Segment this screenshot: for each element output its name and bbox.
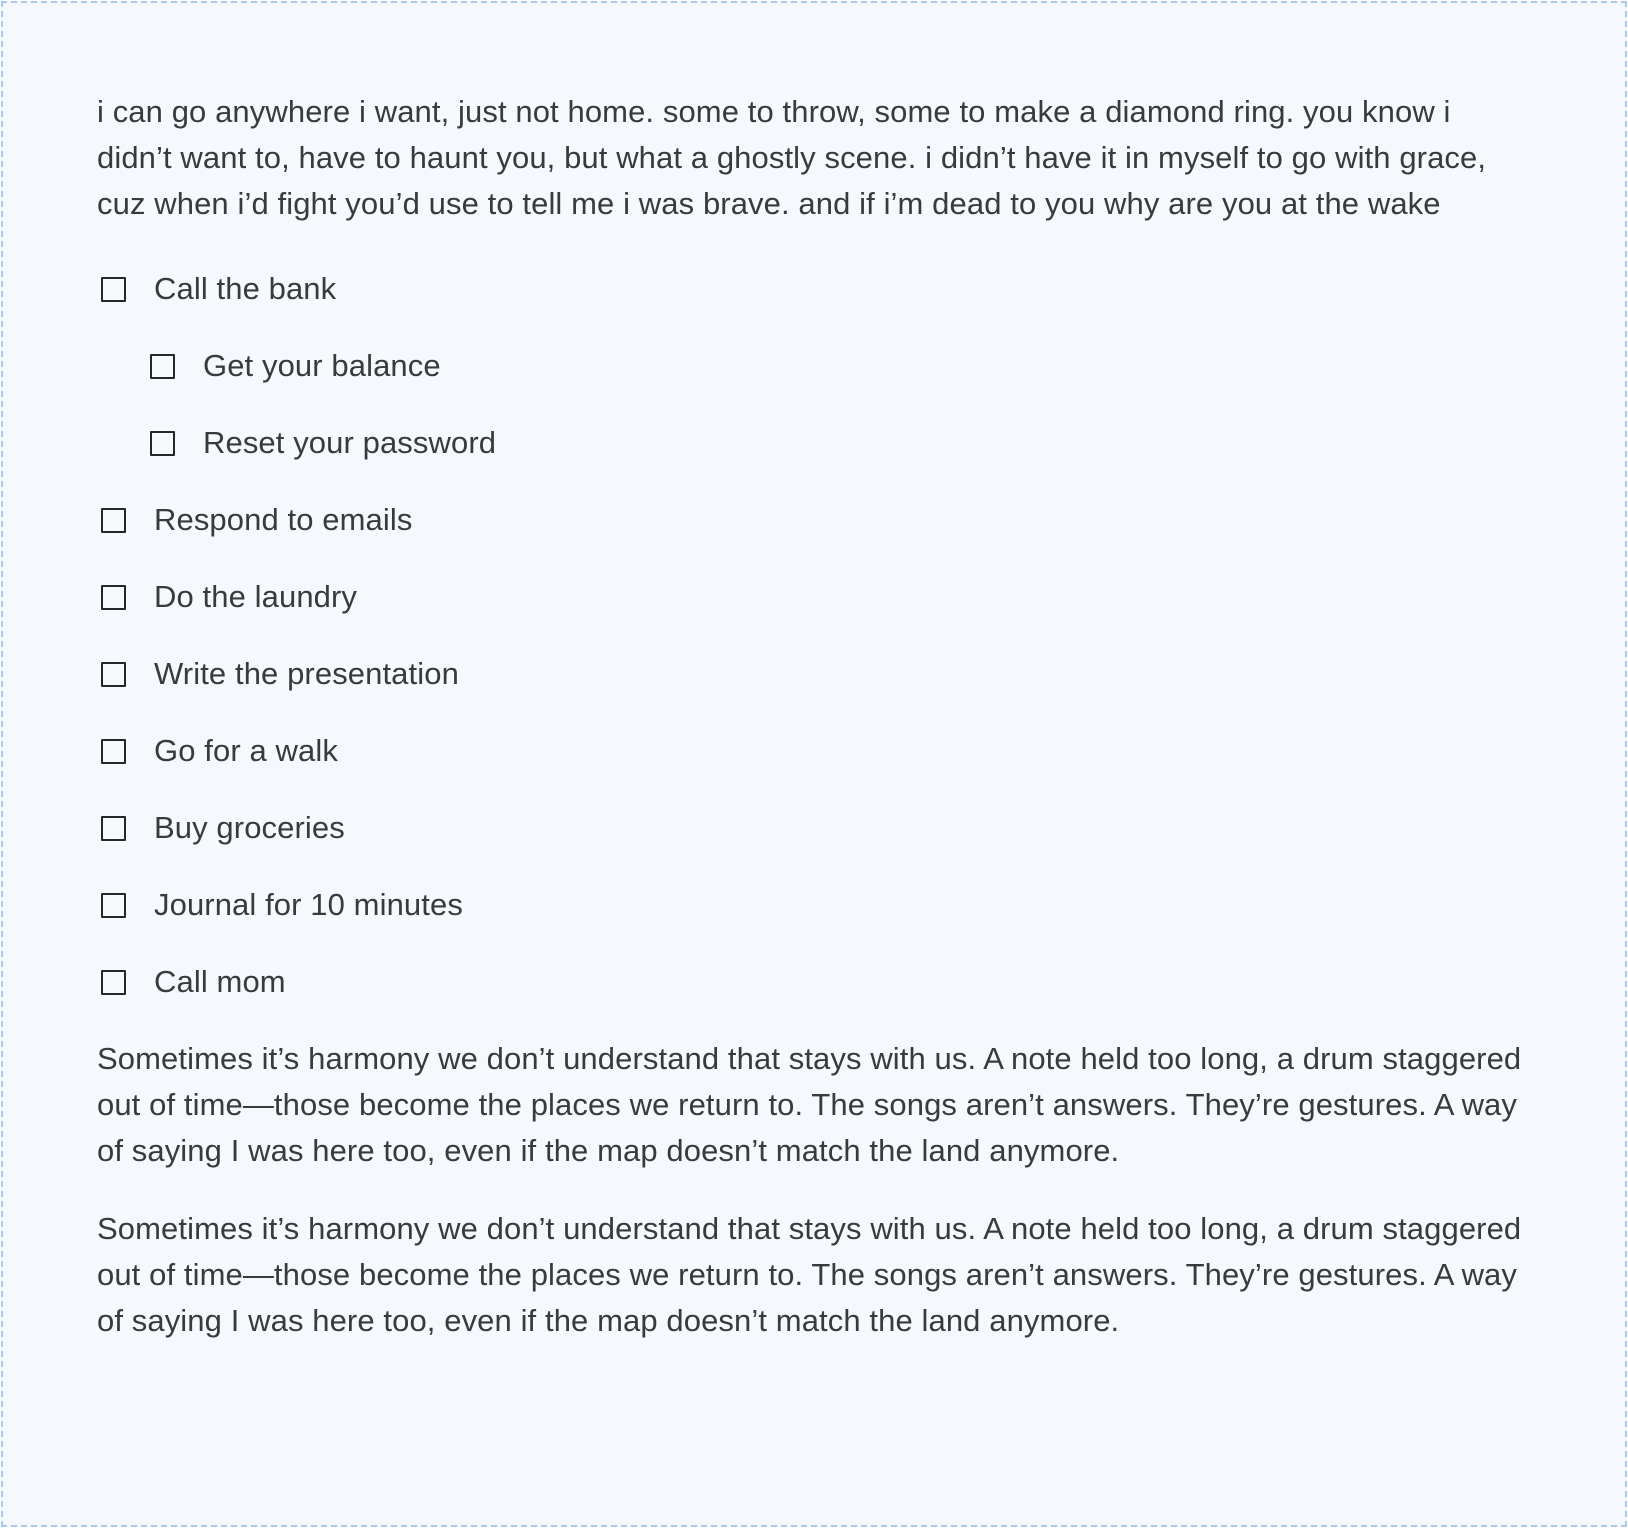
todo-item [97,805,1533,851]
todo-checkbox-icon[interactable] [101,739,126,764]
document-content [3,3,1625,1344]
todo-label: Call the bank [154,271,337,306]
todo-item [97,497,1533,543]
intro-paragraph: i can go anywhere i want, just not home. some to throw, some to make a diamond ring. you know i didn’t want to, have to haunt you, but what a ghostly scene. i didn’t have it in myself to go with grace, cuz when i’d fight you’d use to tell me i was brave. and if i’m dead to you why are you at the wake [97,94,1487,221]
todo-label: Call mom [154,964,286,999]
todo-checkbox-icon[interactable] [101,816,126,841]
todo-checkbox-icon[interactable] [150,431,175,456]
todo-label: Respond to emails [154,502,413,537]
outro-paragraph-2: Sometimes it’s harmony we don’t understand that stays with us. A note held too long, a drum staggered out of time—those become the places we return to. The songs aren’t answers. They’re gestures. A way of saying I was here too, even if the map doesn’t match the land anymore. [97,1211,1522,1338]
todo-item [97,959,1533,1005]
todo-checkbox-icon[interactable] [101,662,126,687]
todo-item [97,266,1533,312]
todo-label: Buy groceries [154,810,345,845]
todo-checkbox-icon[interactable] [150,354,175,379]
outro-paragraph-1: Sometimes it’s harmony we don’t understand that stays with us. A note held too long, a drum staggered out of time—those become the places we return to. The songs aren’t answers. They’re gestures. A way of saying I was here too, even if the map doesn’t match the land anymore. [97,1041,1522,1168]
todo-checkbox-icon[interactable] [101,893,126,918]
selection-border [1,1,1627,1527]
todo-item [97,728,1533,774]
todo-item [97,651,1533,697]
todo-item [146,343,1533,389]
todo-label: Get your balance [203,348,441,383]
todo-checkbox-icon[interactable] [101,277,126,302]
todo-checkbox-icon[interactable] [101,585,126,610]
todo-checkbox-icon[interactable] [101,508,126,533]
todo-list [97,266,1533,1005]
todo-label: Write the presentation [154,656,459,691]
todo-item [97,882,1533,928]
todo-item [97,574,1533,620]
todo-label: Reset your password [203,425,497,460]
todo-label: Do the laundry [154,579,358,614]
todo-checkbox-icon[interactable] [101,970,126,995]
todo-item [146,420,1533,466]
todo-label: Journal for 10 minutes [154,887,463,922]
todo-label: Go for a walk [154,733,338,768]
